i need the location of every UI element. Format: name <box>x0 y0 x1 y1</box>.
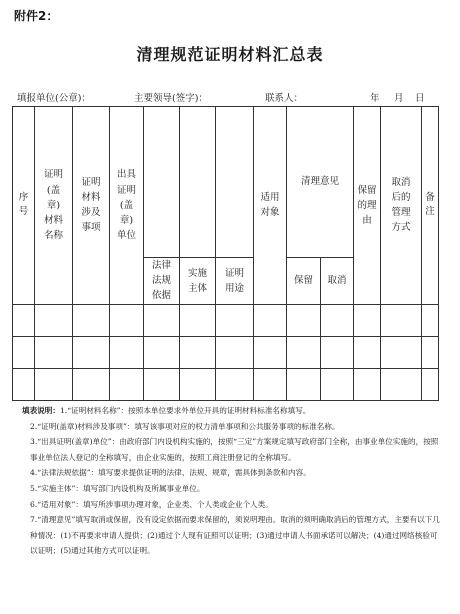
instruction-item: 5.“实施主体”：填写部门内设机构及所属事业单位。 <box>30 483 205 493</box>
table-cell[interactable] <box>73 336 110 368</box>
header-cell-blank-3 <box>216 107 254 258</box>
table-cell[interactable] <box>287 368 321 400</box>
month-label: 月 <box>394 93 404 104</box>
instructions <box>22 403 440 559</box>
header-cell-basis <box>144 258 180 305</box>
header-object-text: 适用对象 <box>260 192 280 219</box>
header-cell-remark <box>422 107 439 305</box>
header-issuer-text: 出具证明(盖章)单位 <box>116 169 136 242</box>
instruction-item <box>22 403 440 419</box>
header-opinion-text: 清理意见 <box>301 176 340 188</box>
table-row <box>13 368 439 400</box>
header-name-text: 证明(盖章)材料名称 <box>43 169 63 242</box>
contact-person-label: 联系人： <box>265 93 304 104</box>
table-cell[interactable] <box>321 336 354 368</box>
reporting-unit-label: 填报单位(公章)： <box>17 93 91 104</box>
table-cell[interactable] <box>422 304 439 336</box>
header-cell-matter <box>73 107 110 305</box>
instruction-item: 4.“法律法规依据”：填写要求提供证明的法律、法规、规章，需具体到条款和内容。 <box>30 468 311 478</box>
day-label: 日 <box>415 93 425 104</box>
instruction-item: 7.“清理意见”填写取消或保留，没有设定依据而要求保留的，须说明理由。取消的须明确取消后的管理方式，主要有以下几种情况：(1)不再要求申请人提供；(2)通过个人现有证照可以证明；(3)通过申请人书面承诺可以解决；(4)通过网络核验可以证明；(5)通过其他方式可以证明。 <box>30 515 440 556</box>
header-cell-seq <box>13 107 35 305</box>
instruction-item: 3.“出具证明(盖章)单位”：由政府部门内设机构实施的，按照“三定”方案规定填写政府部门全称，由事业单位实施的，按照事业单位法人登记的全称填写，由企业实施的，按照工商注册登记的全称填写。 <box>30 437 439 462</box>
table-cell[interactable] <box>13 368 35 400</box>
table-cell[interactable] <box>144 304 180 336</box>
table-cell[interactable] <box>381 336 422 368</box>
header-row <box>13 107 439 258</box>
header-cell-use <box>216 258 254 305</box>
header-cell-cancel <box>321 258 354 305</box>
table-cell[interactable] <box>110 304 144 336</box>
header-subject-text: 实施主体 <box>187 267 207 294</box>
table-cell[interactable] <box>180 368 216 400</box>
header-cell-mgmt <box>381 107 422 305</box>
table-cell[interactable] <box>13 336 35 368</box>
table-cell[interactable] <box>35 304 73 336</box>
leader-signature-label: 主要领导(签字)： <box>134 93 208 104</box>
instruction-item: 6.“适用对象”：填写所涉事项办理对象，企业类、个人类或企业个人类。 <box>30 499 273 509</box>
header-cell-name <box>35 107 73 305</box>
header-cell-issuer <box>110 107 144 305</box>
table-cell[interactable] <box>216 368 254 400</box>
table-cell[interactable] <box>13 304 35 336</box>
table-cell[interactable] <box>216 304 254 336</box>
table-cell[interactable] <box>144 368 180 400</box>
header-matter-text: 证明材料涉及事项 <box>81 176 101 234</box>
table-cell[interactable] <box>144 336 180 368</box>
header-cell-opinion <box>287 107 354 258</box>
table-cell[interactable] <box>287 336 321 368</box>
table-cell[interactable] <box>110 336 144 368</box>
header-mgmt-text: 取消后的管理方式 <box>391 176 411 234</box>
summary-table <box>12 106 439 401</box>
header-remark-text: 备注 <box>425 192 435 218</box>
table-cell[interactable] <box>35 368 73 400</box>
table-cell[interactable] <box>180 336 216 368</box>
table-cell[interactable] <box>422 336 439 368</box>
header-cell-keep <box>287 258 321 305</box>
year-label: 年 <box>370 93 380 104</box>
table-cell[interactable] <box>254 304 287 336</box>
header-cell-object <box>254 107 287 305</box>
header-cell-blank-1 <box>144 107 180 258</box>
table-cell[interactable] <box>422 368 439 400</box>
header-basis-text: 法律法规依据 <box>151 260 171 302</box>
instruction-text: 1.“证明材料名称”：按照本单位要求外单位开具的证明材料标准名称填写。 <box>59 406 311 415</box>
table-row <box>13 336 439 368</box>
table-row <box>13 304 439 336</box>
header-seq-text: 序号 <box>18 192 29 218</box>
header-reason-text: 保留的理由 <box>357 184 377 226</box>
table-cell[interactable] <box>381 368 422 400</box>
table-cell[interactable] <box>354 304 381 336</box>
header-cell-reason <box>354 107 381 305</box>
instruction-item: 2.“证明(盖章)材料涉及事项”：填写该事项对应的权力清单事项和公共服务事项的标准名称。 <box>30 421 340 431</box>
table-cell[interactable] <box>73 368 110 400</box>
table-cell[interactable] <box>35 336 73 368</box>
header-cell-subject <box>180 258 216 305</box>
table-cell[interactable] <box>216 336 254 368</box>
table-cell[interactable] <box>110 368 144 400</box>
table-cell[interactable] <box>354 368 381 400</box>
table-cell[interactable] <box>73 304 110 336</box>
attachment-label: 附件2： <box>14 9 59 23</box>
header-cancel-text: 取消 <box>327 275 347 287</box>
table-cell[interactable] <box>321 368 354 400</box>
table-cell[interactable] <box>180 304 216 336</box>
instructions-heading: 填表说明： <box>22 406 60 415</box>
table-cell[interactable] <box>354 336 381 368</box>
header-use-text: 证明用途 <box>224 267 244 294</box>
table-cell[interactable] <box>254 368 287 400</box>
table-cell[interactable] <box>321 304 354 336</box>
table-cell[interactable] <box>254 336 287 368</box>
header-keep-text: 保留 <box>293 275 313 287</box>
page-title: 清理规范证明材料汇总表 <box>136 45 324 64</box>
header-cell-blank-2 <box>180 107 216 258</box>
table-cell[interactable] <box>287 304 321 336</box>
table-cell[interactable] <box>381 304 422 336</box>
